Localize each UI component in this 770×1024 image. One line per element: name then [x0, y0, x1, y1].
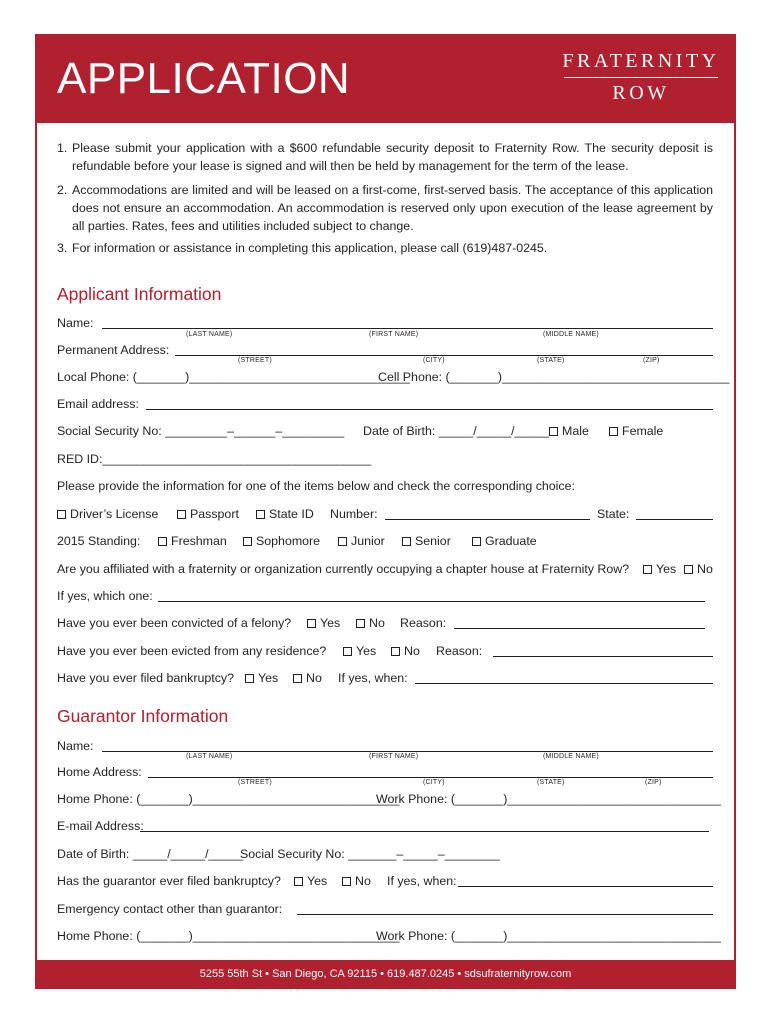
- state-label: State:: [597, 507, 630, 521]
- emergency-field[interactable]: [297, 914, 713, 915]
- bankruptcy-no-option[interactable]: No: [293, 671, 322, 685]
- guarantor-email-field[interactable]: [140, 831, 709, 832]
- local-phone-field[interactable]: Local Phone: (_______)________________________________: [57, 370, 410, 384]
- which-one-row: [57, 589, 713, 605]
- id-state-field[interactable]: [636, 519, 713, 520]
- emergency-work-phone-field[interactable]: Work Phone: (_______)_______________________________: [376, 929, 721, 943]
- intro-item-3: 3. For information or assistance in completing this application, please call (619)487-0245.: [57, 241, 548, 255]
- red-id-field[interactable]: RED ID:_______________________________________: [57, 452, 372, 466]
- drivers-license-checkbox[interactable]: [57, 510, 66, 519]
- email-field[interactable]: [146, 409, 713, 410]
- applicant-address-row: [57, 343, 713, 364]
- which-one-field[interactable]: [158, 601, 705, 602]
- passport-checkbox[interactable]: [177, 510, 186, 519]
- freshman-option[interactable]: Freshman: [158, 534, 227, 548]
- graduate-option[interactable]: Graduate: [472, 534, 537, 548]
- intro-item-2: 2. Accommodations are limited and will be leased on a first-come, first-served basis. The acceptance of this application does not ensure an accommodation. An accommodation is reserved only upon execution of the lease agreement by all parties. Rates, fees and utilities included subject to change.: [57, 183, 713, 233]
- guarantor-ssn-field[interactable]: Social Security No: _______–_____–________: [240, 847, 500, 861]
- guarantor-bankruptcy-yes-option[interactable]: Yes: [294, 874, 327, 888]
- felony-no-option[interactable]: No: [356, 616, 385, 630]
- evicted-question: Have you ever been evicted from any residence?: [57, 644, 327, 658]
- sub-middle-name: (MIDDLE NAME): [543, 331, 599, 338]
- drivers-license-option[interactable]: Driver’s License: [57, 507, 158, 521]
- page-title: APPLICATION: [57, 54, 351, 103]
- which-one-label: If yes, which one:: [57, 589, 153, 603]
- standing-row: [57, 534, 713, 550]
- graduate-checkbox[interactable]: [472, 537, 481, 546]
- applicant-address-field[interactable]: [175, 355, 713, 356]
- logo-bottom-text: ROW: [612, 82, 670, 104]
- applicant-email-row: [57, 397, 713, 413]
- sub-street: (STREET): [238, 357, 272, 364]
- guarantor-dob-row: [57, 847, 713, 863]
- female-option[interactable]: Female: [609, 424, 663, 438]
- guarantor-heading: Guarantor Information: [57, 706, 229, 726]
- sub-city: (CITY): [423, 357, 445, 364]
- senior-option[interactable]: Senior: [402, 534, 451, 548]
- evicted-yes-option[interactable]: Yes: [343, 644, 376, 658]
- bankruptcy-yes-option[interactable]: Yes: [245, 671, 278, 685]
- intro-item-1: 1. Please submit your application with a $600 refundable security deposit to Fraternity Row. The security deposit is refundable before your lease is signed and will then be held by management for the term of the lease.: [57, 141, 713, 173]
- guarantor-dob-field[interactable]: Date of Birth: _____/_____/_____: [57, 847, 244, 861]
- felony-row: [57, 616, 713, 632]
- applicant-ssn-row: [57, 424, 713, 440]
- g-sub-last-name: (LAST NAME): [186, 753, 233, 760]
- guarantor-address-field[interactable]: [148, 777, 713, 778]
- sub-state: (STATE): [537, 357, 565, 364]
- emergency-home-phone-field[interactable]: Home Phone: (_______)______________________________: [57, 929, 400, 943]
- evicted-reason-label: Reason:: [436, 644, 483, 658]
- affiliated-yes-option[interactable]: Yes: [643, 562, 676, 576]
- guarantor-name-label: Name:: [57, 739, 94, 753]
- guarantor-bankruptcy-row: [57, 874, 713, 890]
- applicant-name-row: [57, 316, 713, 338]
- guarantor-address-row: [57, 765, 713, 786]
- affiliated-no-checkbox[interactable]: [684, 565, 693, 574]
- sub-last-name: (LAST NAME): [186, 331, 233, 338]
- fraternity-row-logo: [556, 50, 726, 105]
- felony-yes-checkbox[interactable]: [307, 619, 316, 628]
- bankruptcy-when-label: If yes, when:: [338, 671, 408, 685]
- state-id-checkbox[interactable]: [256, 510, 265, 519]
- red-id-row: [57, 452, 713, 468]
- senior-checkbox[interactable]: [402, 537, 411, 546]
- dob-field[interactable]: Date of Birth: _____/_____/_____: [363, 424, 550, 438]
- applicant-name-label: Name:: [57, 316, 94, 330]
- g-sub-middle-name: (MIDDLE NAME): [543, 753, 599, 760]
- logo-top-text: FRATERNITY: [562, 50, 720, 72]
- guarantor-when-label: If yes, when:: [387, 874, 457, 888]
- felony-reason-field[interactable]: [454, 628, 705, 629]
- provide-instruction: Please provide the information for one of the items below and check the corresponding choice:: [57, 479, 575, 493]
- guarantor-work-phone-field[interactable]: Work Phone: (_______)_______________________________: [376, 792, 721, 806]
- affiliated-question: Are you affiliated with a fraternity or organization currently occupying a chapter house at Fraternity Row?: [57, 562, 630, 576]
- affiliated-no-option[interactable]: No: [684, 562, 713, 576]
- bankruptcy-row: [57, 671, 713, 687]
- emergency-phone-row: [57, 929, 721, 945]
- guarantor-name-row: [57, 739, 713, 760]
- evicted-row: [57, 644, 713, 660]
- applicant-name-field[interactable]: [102, 328, 713, 329]
- applicant-heading: Applicant Information: [57, 284, 222, 304]
- evicted-reason-field[interactable]: [493, 656, 713, 657]
- sub-zip: (ZIP): [643, 357, 660, 364]
- sophomore-option[interactable]: Sophomore: [243, 534, 320, 548]
- junior-checkbox[interactable]: [338, 537, 347, 546]
- guarantor-address-label: Home Address:: [57, 765, 142, 779]
- sub-first-name: (FIRST NAME): [369, 331, 419, 338]
- guarantor-email-row: [57, 819, 713, 835]
- id-type-row: [57, 507, 713, 523]
- felony-question: Have you ever been convicted of a felony?: [57, 616, 292, 630]
- bankruptcy-question: Have you ever filed bankruptcy?: [57, 671, 235, 685]
- guarantor-bankruptcy-yes-checkbox[interactable]: [294, 877, 303, 886]
- logo-rule: [564, 77, 718, 78]
- female-checkbox[interactable]: [609, 427, 618, 436]
- male-checkbox[interactable]: [549, 427, 558, 436]
- bankruptcy-no-checkbox[interactable]: [293, 674, 302, 683]
- guarantor-bankruptcy-no-option[interactable]: No: [342, 874, 371, 888]
- cell-phone-field[interactable]: Cell Phone: (_______)_________________________________: [378, 370, 730, 384]
- guarantor-when-field[interactable]: [458, 886, 713, 887]
- email-label: Email address:: [57, 397, 139, 411]
- bankruptcy-when-field[interactable]: [415, 683, 713, 684]
- state-id-option[interactable]: State ID: [256, 507, 314, 521]
- evicted-yes-checkbox[interactable]: [343, 647, 352, 656]
- applicant-address-label: Permanent Address:: [57, 343, 170, 357]
- guarantor-phone-row: [57, 792, 721, 808]
- id-number-field[interactable]: [385, 519, 590, 520]
- guarantor-bankruptcy-no-checkbox[interactable]: [342, 877, 351, 886]
- felony-no-checkbox[interactable]: [356, 619, 365, 628]
- male-option[interactable]: Male: [549, 424, 589, 438]
- applicant-phone-row: [57, 370, 730, 386]
- felony-yes-option[interactable]: Yes: [307, 616, 340, 630]
- sophomore-checkbox[interactable]: [243, 537, 252, 546]
- junior-option[interactable]: Junior: [338, 534, 385, 548]
- emergency-label: Emergency contact other than guarantor:: [57, 902, 283, 916]
- guarantor-name-field[interactable]: [102, 751, 713, 752]
- guarantor-bankruptcy-question: Has the guarantor ever filed bankruptcy?: [57, 874, 281, 888]
- freshman-checkbox[interactable]: [158, 537, 167, 546]
- affiliated-row: [57, 562, 713, 578]
- standing-label: 2015 Standing:: [57, 534, 141, 548]
- guarantor-email-label: E-mail Address:: [57, 819, 144, 833]
- number-label: Number:: [330, 507, 378, 521]
- evicted-no-option[interactable]: No: [391, 644, 420, 658]
- footer-contact: 5255 55th St • San Diego, CA 92115 • 619.487.0245 • sdsufraternityrow.com: [35, 960, 736, 989]
- felony-reason-label: Reason:: [400, 616, 447, 630]
- ssn-field[interactable]: Social Security No: _________–______–_________: [57, 424, 345, 438]
- guarantor-home-phone-field[interactable]: Home Phone: (_______)______________________________: [57, 792, 400, 806]
- g-sub-city: (CITY): [423, 779, 445, 786]
- g-sub-street: (STREET): [238, 779, 272, 786]
- g-sub-state: (STATE): [537, 779, 565, 786]
- evicted-no-checkbox[interactable]: [391, 647, 400, 656]
- affiliated-yes-checkbox[interactable]: [643, 565, 652, 574]
- g-sub-first-name: (FIRST NAME): [369, 753, 419, 760]
- g-sub-zip: (ZIP): [645, 779, 662, 786]
- passport-option[interactable]: Passport: [177, 507, 239, 521]
- bankruptcy-yes-checkbox[interactable]: [245, 674, 254, 683]
- emergency-row: [57, 902, 713, 918]
